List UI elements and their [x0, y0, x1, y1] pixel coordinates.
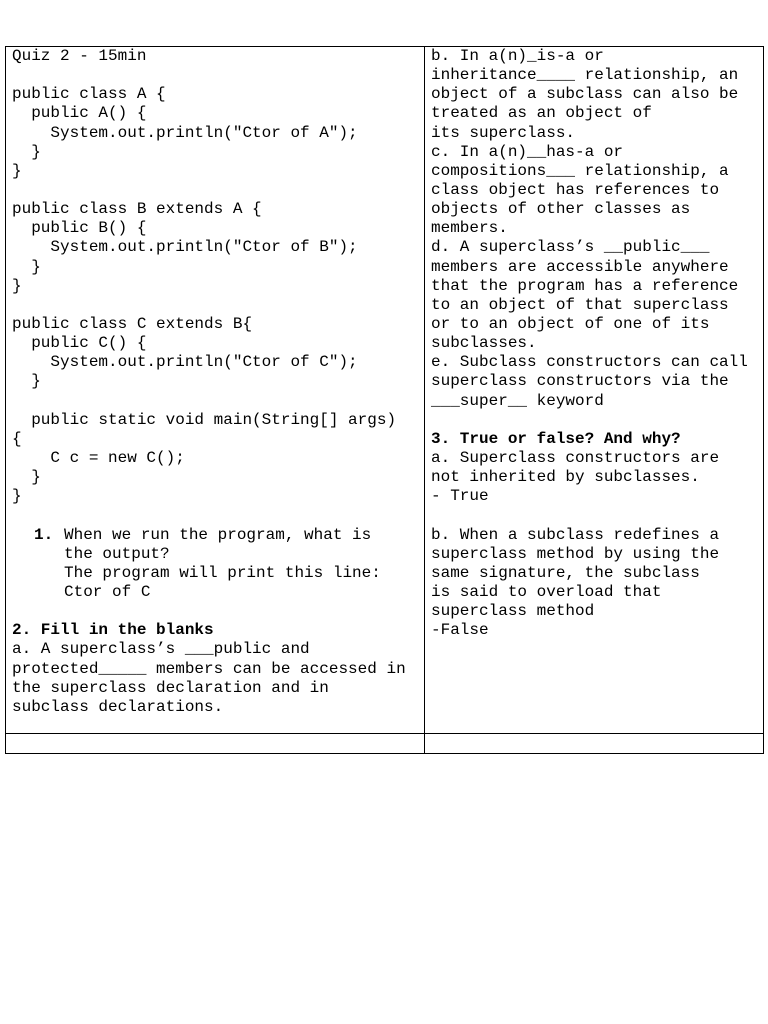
code-line: }: [12, 276, 22, 295]
code-line: }: [12, 468, 41, 487]
fill-blank-line: b. In a(n)_is-a or: [431, 47, 604, 65]
fill-blank-line: or to an object of one of its: [431, 314, 710, 333]
question-1-line: The program will print this line:: [64, 563, 381, 582]
left-cell: [6, 47, 425, 734]
question-1-number: 1.: [34, 525, 54, 544]
question-3b-line: superclass method: [431, 602, 595, 621]
code-line: public class A {: [12, 85, 166, 104]
question-2-line: subclass declarations.: [12, 697, 224, 716]
fill-blank-line: d. A superclass’s __public___: [431, 238, 710, 257]
right-cell: [425, 47, 764, 734]
code-line: }: [12, 257, 41, 276]
code-line: System.out.println("Ctor of B");: [12, 238, 358, 257]
question-3a-line: - True: [431, 487, 489, 506]
quiz-title: Quiz 2 - 15min: [12, 47, 147, 65]
question-1-line: the output?: [64, 544, 170, 563]
code-line: }: [12, 142, 41, 161]
question-2: [12, 621, 424, 717]
code-block-class-c: [12, 315, 424, 506]
quiz-table: [5, 46, 764, 754]
question-3b-line: is said to overload that: [431, 582, 662, 601]
question-2-heading: 2. Fill in the blanks: [12, 621, 214, 640]
question-1-line: Ctor of C: [64, 582, 151, 601]
code-line: public A() {: [12, 104, 147, 123]
code-line: }: [12, 161, 22, 180]
code-line: public class B extends A {: [12, 200, 262, 219]
fill-blank-line: compositions___ relationship, a: [431, 161, 729, 180]
fill-blank-line: treated as an object of: [431, 104, 652, 123]
code-line: {: [12, 429, 22, 448]
empty-cell-right: [425, 734, 764, 754]
empty-cell-left: [6, 734, 425, 754]
question-3a-line: not inherited by subclasses.: [431, 468, 700, 487]
question-3b-line: superclass method by using the: [431, 544, 720, 563]
code-line: public B() {: [12, 219, 147, 238]
fill-blank-line: ___super__ keyword: [431, 391, 604, 410]
empty-row: [6, 734, 764, 754]
fill-blank-line: objects of other classes as: [431, 200, 691, 219]
code-line: public class C extends B{: [12, 314, 253, 333]
fill-blank-line: c. In a(n)__has-a or: [431, 142, 624, 161]
quiz-row: [6, 47, 764, 734]
question-1-line: When we run the program, what is: [64, 525, 372, 544]
question-2-line: the superclass declaration and in: [12, 678, 329, 697]
question-3a-line: a. Superclass constructors are: [431, 448, 720, 467]
code-line: public static void main(String[] args): [12, 410, 397, 429]
code-line: C c = new C();: [12, 448, 185, 467]
question-2-line: a. A superclass’s ___public and: [12, 640, 310, 659]
question-3-heading: 3. True or false? And why?: [431, 429, 681, 448]
question-2-line: protected_____ members can be accessed in: [12, 659, 406, 678]
code-line: System.out.println("Ctor of C");: [12, 353, 358, 372]
fill-blank-line: members are accessible anywhere: [431, 257, 729, 276]
fill-blank-line: members.: [431, 219, 508, 238]
fill-blank-line: class object has references to: [431, 180, 720, 199]
question-3b-line: b. When a subclass redefines a: [431, 525, 720, 544]
fill-blank-line: to an object of that superclass: [431, 295, 729, 314]
question-3: [431, 430, 763, 641]
code-line: [12, 392, 424, 411]
code-line: System.out.println("Ctor of A");: [12, 123, 358, 142]
code-line: }: [12, 487, 22, 506]
fill-blank-line: object of a subclass can also be: [431, 85, 739, 104]
fill-blank-line: e. Subclass constructors can call: [431, 353, 748, 372]
code-block-class-b: [12, 200, 424, 296]
fill-blank-line: subclasses.: [431, 334, 537, 353]
code-line: public C() {: [12, 334, 147, 353]
code-block-class-a: [12, 85, 424, 181]
question-3b-line: -False: [431, 621, 489, 640]
fill-blank-line: inheritance____ relationship, an: [431, 66, 739, 85]
question-2-continued: [431, 47, 763, 411]
code-line: }: [12, 372, 41, 391]
fill-blank-line: that the program has a reference: [431, 276, 739, 295]
fill-blank-line: its superclass.: [431, 123, 576, 142]
question-1: [12, 526, 424, 603]
question-3b-line: same signature, the subclass: [431, 563, 700, 582]
fill-blank-line: superclass constructors via the: [431, 372, 729, 391]
